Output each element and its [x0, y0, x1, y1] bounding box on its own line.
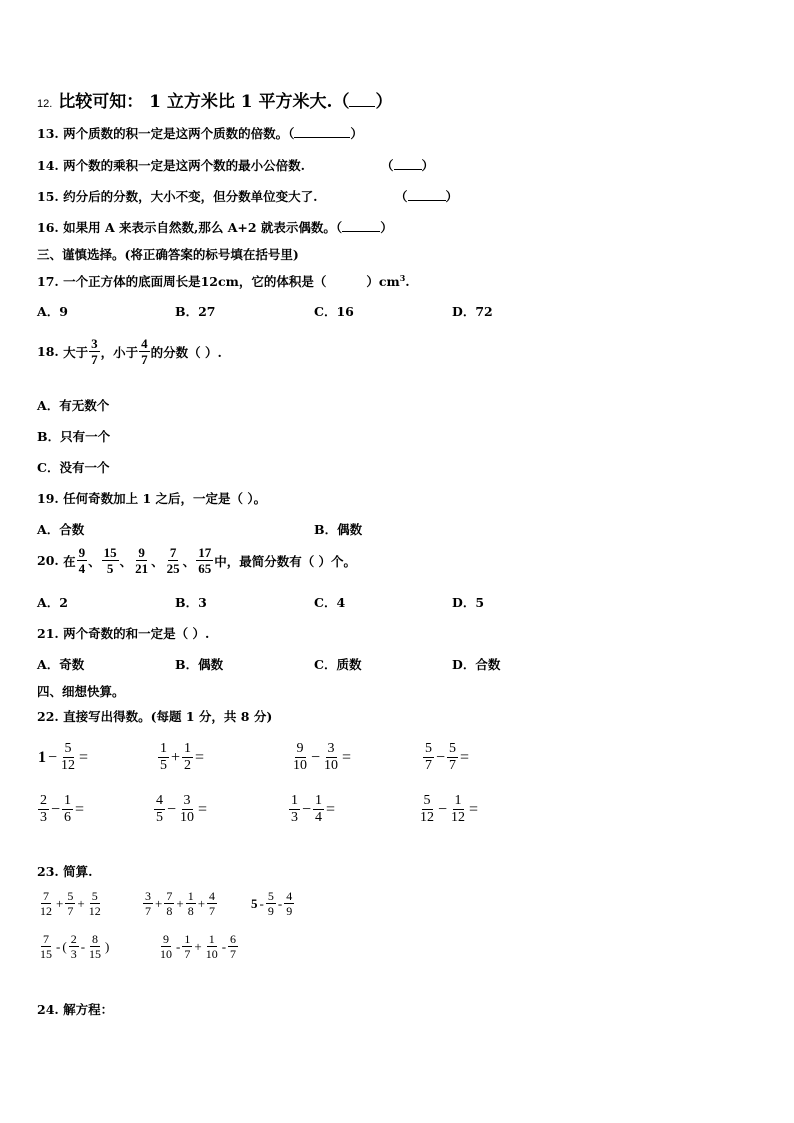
option-c[interactable]: C．质数 [314, 657, 362, 672]
option-a[interactable]: A．2 [37, 595, 68, 610]
option-c[interactable]: C．16 [314, 304, 354, 319]
fraction: $\frac{17}{65}$ [198, 545, 212, 576]
answer-blank[interactable] [394, 157, 422, 170]
simplify-expr-1: $\frac{7}{12}$ + $\frac{5}{7}$ + $\frac{5}{12}$ [40, 889, 101, 918]
fraction: $\frac{9}{4}$ [78, 545, 86, 576]
question-text: 解方程： [63, 1002, 114, 1017]
question-20: 20. 在 $\frac{9}{4}$ 、 $\frac{15}{5}$ 、 $\frac{9}{21}$ 、 $\frac{7}{25}$ 、 $\frac{17}{65}$ 中，最简分数有（ ）个。 [37, 545, 357, 576]
question-text: 直接写出得数。(每题 1 分，共 8 分) [63, 709, 273, 724]
simplify-expr-4: $\frac{7}{15}$ - ( $\frac{2}{3}$ - $\frac{8}{15}$ ) [40, 932, 110, 961]
calc-1-3: $\frac{9}{10}$ − $\frac{3}{10}$ = [293, 741, 352, 773]
question-16: 16. 如果用 A 来表示自然数,那么 A+2 就表示偶数。（ ） [37, 220, 393, 235]
calc-2-1: $\frac{2}{3}$ − $\frac{1}{6}$ = [40, 793, 85, 825]
option-a[interactable]: A．奇数 [37, 657, 85, 672]
option-b[interactable]: B．3 [175, 595, 207, 610]
question-text: 两个奇数的和一定是（ ）. [63, 626, 210, 641]
option-b[interactable]: B．27 [175, 304, 216, 319]
question-14: 14. 两个数的乘积一定是这两个数的最小公倍数. [37, 158, 305, 173]
question-text: 如果用 A 来表示自然数,那么 A+2 就表示偶数。（ [63, 220, 343, 235]
section-heading-4: 四、细想快算。 [37, 684, 125, 699]
answer-blank[interactable] [342, 219, 380, 232]
question-text: 约分后的分数，大小不变，但分数单位变大了. [63, 189, 318, 204]
fraction: $\frac{15}{5}$ [103, 545, 117, 576]
fraction: $\frac{3}{7}$ [91, 336, 98, 367]
fraction: $\frac{4}{7}$ [141, 336, 148, 367]
simplify-expr-5: $\frac{9}{10}$ - $\frac{1}{7}$ + $\frac{1}{10}$ - $\frac{6}{7}$ [160, 932, 237, 961]
option-b[interactable]: B．偶数 [314, 522, 363, 537]
question-15: 15. 约分后的分数，大小不变，但分数单位变大了. [37, 189, 318, 204]
calc-1-2: $\frac{1}{5}$ + $\frac{1}{2}$ = [160, 741, 205, 773]
question-number: 12. [37, 98, 53, 110]
question-13: 13. 两个质数的积一定是这两个质数的倍数。（ ） [37, 126, 363, 141]
question-text: 一个正方体的底面周长是12cm，它的体积是（ [63, 274, 327, 289]
question-12: 12. 比较可知： 1 立方米比 1 平方米大.（ ） [37, 92, 393, 112]
option-c[interactable]: C．4 [314, 595, 346, 610]
question-19: 19. 任何奇数加上 1 之后，一定是（ ）。 [37, 491, 267, 506]
option-d[interactable]: D．5 [452, 595, 485, 610]
answer-blank[interactable] [294, 125, 350, 138]
simplify-expr-2: $\frac{3}{7}$ + $\frac{7}{8}$ + $\frac{1}{8}$ + $\frac{4}{7}$ [145, 889, 216, 918]
option-d[interactable]: D．合数 [452, 657, 501, 672]
question-text: 简算. [63, 864, 93, 879]
answer-blank[interactable] [349, 94, 375, 107]
calc-2-2: $\frac{4}{5}$ − $\frac{3}{10}$ = [156, 793, 208, 825]
question-text: 两个数的乘积一定是这两个数的最小公倍数. [63, 158, 305, 173]
question-23: 23. 简算. [37, 864, 93, 879]
option-b[interactable]: B．偶数 [175, 657, 224, 672]
question-17: 17. 一个正方体的底面周长是12cm，它的体积是（ ）$cm^3$. [37, 272, 410, 289]
section-heading-3: 三、谨慎选择。(将正确答案的标号填在括号里) [37, 247, 299, 262]
fraction: $\frac{7}{25}$ [166, 545, 180, 576]
question-24: 24. 解方程： [37, 1002, 114, 1017]
option-a[interactable]: A．有无数个 [37, 398, 110, 413]
answer-bracket-15: （ ） [395, 189, 459, 204]
question-text: 任何奇数加上 1 之后，一定是（ ）。 [63, 491, 267, 506]
question-22: 22. 直接写出得数。(每题 1 分，共 8 分) [37, 709, 273, 724]
calc-2-3: $\frac{1}{3}$ − $\frac{1}{4}$ = [291, 793, 336, 825]
option-b[interactable]: B．只有一个 [37, 429, 111, 444]
option-d[interactable]: D．72 [452, 304, 493, 319]
question-text: 比较可知： 1 立方米比 1 平方米大.（ [58, 92, 350, 112]
simplify-expr-3: 5 - $\frac{5}{9}$ - $\frac{4}{9}$ [251, 889, 293, 918]
question-21: 21. 两个奇数的和一定是（ ）. [37, 626, 210, 641]
answer-bracket-14: （ ） [381, 158, 435, 173]
calc-1-1: 1 − $\frac{5}{12}$ = [38, 741, 89, 773]
option-a[interactable]: A．合数 [37, 522, 85, 537]
fraction: $\frac{9}{21}$ [135, 545, 149, 576]
option-a[interactable]: A．9 [37, 304, 68, 319]
calc-2-4: $\frac{5}{12}$ − $\frac{1}{12}$ = [420, 793, 479, 825]
option-c[interactable]: C．没有一个 [37, 460, 110, 475]
question-18: 18. 大于 $\frac{3}{7}$ ，小于 $\frac{4}{7}$ 的分数（ ）. [37, 336, 222, 367]
question-text: 两个质数的积一定是这两个质数的倍数。（ [63, 126, 295, 141]
calc-1-4: $\frac{5}{7}$ − $\frac{5}{7}$ = [425, 741, 470, 773]
answer-blank[interactable] [408, 188, 446, 201]
